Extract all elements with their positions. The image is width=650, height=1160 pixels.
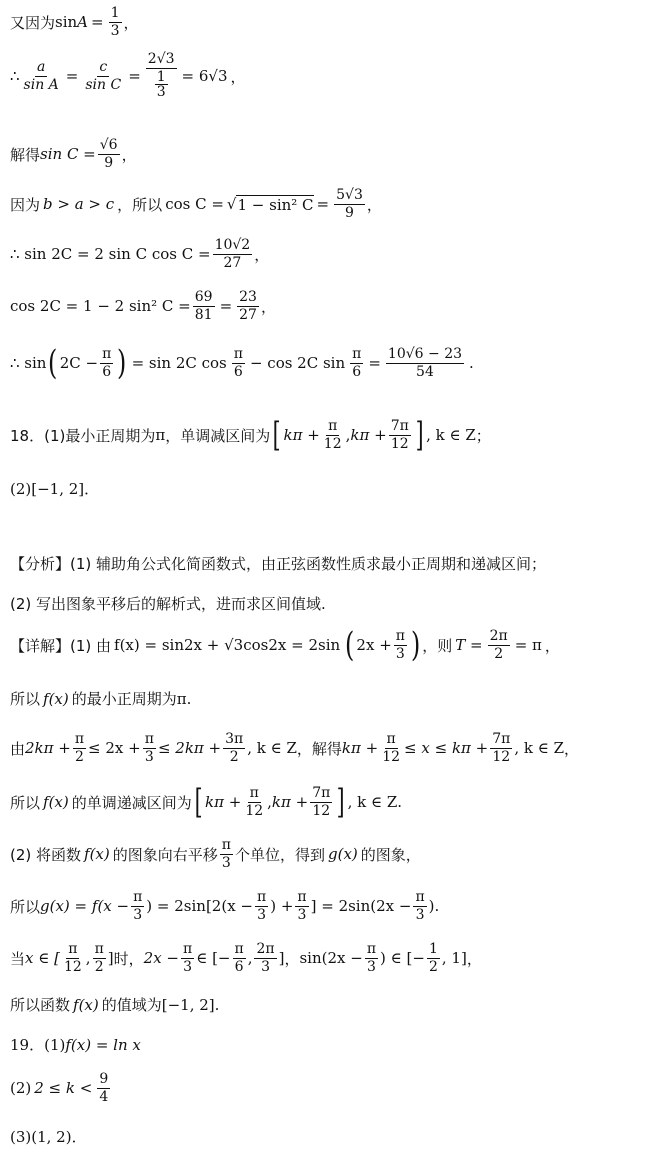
- fraction: $\frac{10√6 - 23}{54}$: [387, 345, 463, 380]
- fraction: $\frac{10√2}{27}$: [214, 237, 251, 271]
- line-range-result: 所以函数 f(x) 的值域为 [−1, 2] .: [10, 995, 220, 1014]
- fraction: $\frac{\pi}{6}$: [102, 345, 112, 380]
- fraction: $\frac{\pi}{12}$: [382, 731, 401, 765]
- line-sinC-result: 解得 sin C = $\frac{√6}{9}$ ，: [10, 137, 137, 171]
- fraction: $\frac{7\pi}{12}$: [390, 417, 409, 452]
- line-cosC: 因为 b > a > c ，所以 cos C = √ 1 − sin² C = $\frac{5√3}{9}$ ，: [10, 187, 382, 221]
- line-shift: (2) 将函数 f(x) 的图象向右平移 $\frac{\pi}{3}$ 个单位，得到 g(x) 的图象，: [10, 837, 421, 871]
- fraction: $\frac{\pi}{12}$: [245, 784, 264, 819]
- line-inequality: 由 2kπ + $\frac{\pi}{2}$ ≤ 2x + $\frac{\pi}{3}$ ≤ 2kπ + $\frac{3\pi}{2}$ , k ∈ Z ，解得 kπ + $\frac{\pi}{12}$ ≤ x ≤ kπ + $\frac{7\pi}{12}$ , k ∈ Z ，: [10, 731, 580, 765]
- line-answer-19-3: (3)(1, 2) ．: [10, 1127, 87, 1146]
- line-sine-law: ∴ $\frac{a}{\text{sin A}}$ = $\frac{c}{\text{sin C}}$ = 2√3 1 3 = 6√3 ，: [10, 51, 246, 101]
- line-answer-19-2: (2) 2 ≤ k < $\frac{9}{4}$: [10, 1071, 109, 1105]
- fraction: $\frac{\pi}{12}$: [63, 941, 82, 975]
- line-answer-18-2: (2)[−1, 2]．: [10, 480, 100, 498]
- fraction: $\frac{\pi}{3}$: [133, 889, 143, 923]
- fraction: $\frac{23}{27}$: [239, 289, 257, 323]
- line-sin2C: ∴ sin 2C = 2 sin C cos C = $\frac{10√2}{27}$ ，: [10, 237, 270, 271]
- fraction: $\frac{\pi}{3}$: [221, 837, 231, 871]
- fraction: $\frac{9}{4}$: [99, 1071, 109, 1105]
- line-answer-19-1: 19．(1) f(x) = ln x: [10, 1035, 141, 1054]
- fraction: $\frac{\pi}{6}$: [234, 941, 244, 975]
- fraction: $\frac{7\pi}{12}$: [492, 731, 511, 765]
- fraction: $\frac{c}{\text{sin C}}$: [85, 58, 122, 93]
- fraction: $\frac{1}{2}$: [428, 941, 438, 975]
- fraction: $\frac{\pi}{3}$: [415, 889, 425, 923]
- compound-fraction: 2√3 1 3: [147, 51, 175, 101]
- fraction: $\frac{\pi}{2}$: [74, 731, 85, 765]
- fraction: $\frac{\pi}{6}$: [233, 345, 243, 380]
- fraction: $\frac{3\pi}{2}$: [225, 731, 244, 765]
- fraction: $\frac{\pi}{3}$: [144, 731, 154, 765]
- fraction: $\frac{√6}{9}$: [99, 137, 118, 171]
- fraction: $\frac{a}{\text{sin A}}$: [23, 58, 59, 93]
- line-decreasing-interval: 所以 f(x) 的单调递减区间为 [ kπ + $\frac{\pi}{12}$ , kπ + $\frac{7\pi}{12}$ ] , k ∈ Z .: [10, 782, 403, 822]
- fraction: $\frac{\pi}{3}$: [395, 627, 405, 662]
- line-sinA-given: 又因为 sin A = $\frac{1}{3}$ ，: [10, 5, 139, 39]
- line-cos2C: cos 2C = 1 − 2 sin² C = $\frac{69}{81}$ = $\frac{23}{27}$ ，: [10, 289, 276, 323]
- line-answer-18-1: 18．(1)最小正周期为 π ，单调减区间为 [ kπ + $\frac{\pi}{12}$ , kπ + $\frac{7\pi}{12}$ ] , k ∈ Z ；: [10, 415, 491, 455]
- fraction: $\frac{\pi}{3}$: [183, 941, 193, 975]
- line-period: 所以 f(x) 的最小正周期为 π .: [10, 689, 192, 708]
- fraction: $\frac{7\pi}{12}$: [312, 784, 331, 819]
- fraction: $\frac{1}{3}$: [110, 5, 120, 39]
- fraction: $\frac{\pi}{2}$: [94, 941, 104, 975]
- fraction: $\frac{2\pi}{2}$: [489, 627, 508, 662]
- fraction: $\frac{\pi}{3}$: [366, 941, 377, 975]
- line-analysis-2: (2) 写出图象平移后的解析式，进而求区间值域.: [10, 595, 326, 613]
- fraction: $\frac{2\pi}{3}$: [256, 941, 275, 975]
- line-detail-1: 【详解】(1) 由 f(x) = sin2x + √3cos2x = 2sin ( 2x + $\frac{\pi}{3}$ ) ，则 T = $\frac{2\pi}{2}$ = π ，: [10, 625, 560, 665]
- line-range-calc: 当 x ∈ [ $\frac{\pi}{12}$ , $\frac{\pi}{2}$ ] 时， 2x − $\frac{\pi}{3}$ ∈ [− $\frac{\pi}{6}$ , $\frac{2\pi}{3}$ ] ， sin(2x − $\frac{\pi}{3}$ ) ∈ [− $\frac{1}{2}$ , 1] ，: [10, 941, 482, 975]
- fraction: $\frac{\pi}{3}$: [297, 889, 307, 923]
- fraction: $\frac{\pi}{6}$: [352, 345, 362, 380]
- fraction: $\frac{\pi}{12}$: [323, 417, 342, 452]
- line-sin-difference: ∴ sin ( 2C − $\frac{\pi}{6}$ ) = sin 2C cos $\frac{\pi}{6}$ − cos 2C sin $\frac{\pi}{6}$ = $\frac{10√6 - 23}{54}$ .: [10, 343, 474, 383]
- fraction: $\frac{69}{81}$: [194, 289, 213, 323]
- line-analysis-1: 【分析】(1) 辅助角公式化简函数式，由正弦函数性质求最小正周期和递减区间；: [10, 555, 547, 573]
- line-gx: 所以 g(x) = f(x − $\frac{\pi}{3}$ ) = 2sin[2(x − $\frac{\pi}{3}$ ) + $\frac{\pi}{3}$ ] = 2sin(2x − $\frac{\pi}{3}$ ) .: [10, 889, 440, 923]
- fraction: $\frac{5√3}{9}$: [336, 187, 363, 221]
- fraction: $\frac{\pi}{3}$: [257, 889, 267, 923]
